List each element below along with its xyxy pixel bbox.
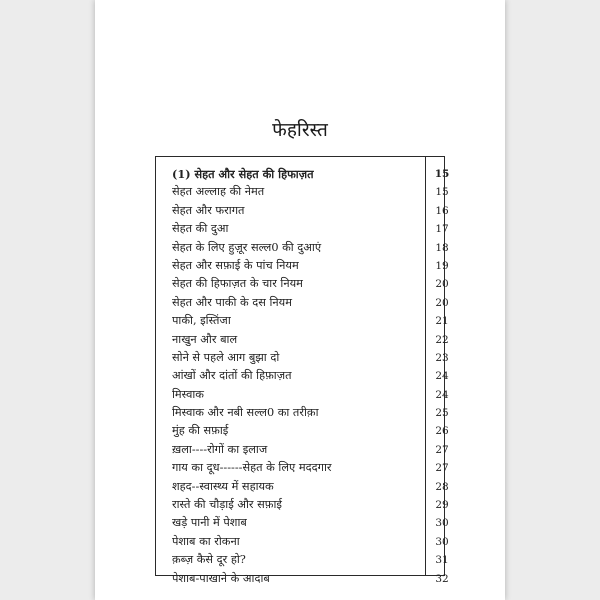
toc-entry [156, 312, 449, 330]
toc-entry-title: सोने से पहले आग बुझा दो [172, 350, 280, 364]
toc-rows [156, 165, 450, 588]
toc-entry-title: आंखों और दांतों की हिफ़ाज़त [172, 369, 292, 383]
toc-entry-title: मिस्वाक [172, 387, 204, 401]
toc-entry-title: सेहत की दुआ [172, 222, 229, 236]
toc-entry [156, 386, 449, 404]
toc-entry-page: 23 [435, 351, 449, 364]
book-page [95, 0, 505, 600]
toc-entry-title: सेहत की हिफाज़त के चार नियम [172, 277, 303, 291]
toc-entry [156, 533, 449, 551]
toc-entry-page: 28 [435, 480, 449, 493]
toc-entry-title: सेहत अल्लाह की नेमत [172, 185, 265, 199]
toc-entry [156, 275, 449, 293]
toc-entry-page: 15 [435, 186, 449, 199]
toc-entry-title: रास्ते की चौड़ाई और सफ़ाई [172, 498, 282, 512]
toc-entry [156, 551, 449, 569]
toc-entry-page: 24 [435, 388, 449, 401]
toc-entry-page: 27 [435, 462, 449, 475]
toc-entry-page: 29 [435, 499, 449, 512]
toc-entry [156, 349, 449, 367]
toc-entry-page: 30 [435, 535, 449, 548]
toc-entry [156, 220, 449, 238]
toc-entry [156, 404, 449, 422]
toc-entry [156, 478, 449, 496]
toc-entry-title: ख़ला----रोगों का इलाज [172, 442, 268, 456]
toc-entry [156, 239, 449, 257]
toc-entry-title: मिस्वाक और नबी सल्ल0 का तरीक़ा [172, 406, 319, 420]
toc-entry-page: 24 [435, 370, 449, 383]
toc-entry [156, 331, 449, 349]
toc-entry [156, 183, 449, 201]
toc-entry-title: सेहत और सफ़ाई के पांच नियम [172, 258, 299, 272]
toc-entry [156, 202, 449, 220]
toc-entry-title: पेशाब-पाखाने के आदाब [172, 571, 270, 585]
toc-entry-title: नाखुन और बाल [172, 332, 238, 346]
toc-entry-page: 31 [435, 554, 449, 567]
toc-entry [156, 294, 449, 312]
toc-entry [156, 496, 449, 514]
toc-entry-title: सेहत के लिए हुज़ूर सल्ल0 की दुआएं [172, 240, 322, 254]
toc-entry-title: शहद--स्वास्थ्य में सहायक [172, 479, 274, 493]
toc-entry-title: (1) सेहत और सेहत की हिफाज़त [172, 167, 314, 181]
toc-entry [156, 165, 450, 183]
toc-entry-page: 20 [435, 278, 449, 291]
toc-entry-page: 19 [435, 259, 449, 272]
toc-entry-page: 20 [435, 296, 449, 309]
toc-entry-title: पेशाब का रोकना [172, 534, 240, 548]
toc-entry-page: 15 [434, 168, 450, 180]
table-of-contents [155, 156, 450, 585]
toc-entry-title: क़ब्ज़ कैसे दूर हो? [172, 553, 246, 567]
toc-entry-title: गाय का दूध------सेहत के लिए मददगार [172, 461, 332, 475]
toc-entry-page: 32 [435, 572, 449, 585]
toc-entry-title: सेहत और पाकी के दस नियम [172, 295, 292, 309]
toc-entry-page: 17 [435, 223, 449, 236]
toc-entry [156, 514, 449, 532]
toc-entry-page: 16 [435, 204, 449, 217]
toc-entry-title: खड़े पानी में पेशाब [172, 516, 247, 530]
toc-entry-title: पाकी, इस्तिंजा [172, 314, 231, 328]
toc-entry-title: सेहत और फरागत [172, 203, 245, 217]
toc-entry-page: 25 [435, 407, 449, 420]
toc-entry-page: 27 [435, 443, 449, 456]
toc-entry-page: 26 [435, 425, 449, 438]
toc-entry [156, 441, 449, 459]
toc-entry-page: 21 [435, 315, 449, 328]
toc-entry-page: 30 [435, 517, 449, 530]
toc-entry [156, 367, 449, 385]
toc-entry [156, 422, 449, 440]
toc-entry [156, 570, 449, 588]
toc-entry-title: मुंह की सफ़ाई [172, 424, 229, 438]
toc-entry-page: 22 [435, 333, 449, 346]
toc-entry [156, 257, 449, 275]
toc-entry [156, 459, 449, 477]
page-title: फेहरिस्त [272, 119, 328, 141]
toc-entry-page: 18 [435, 241, 449, 254]
